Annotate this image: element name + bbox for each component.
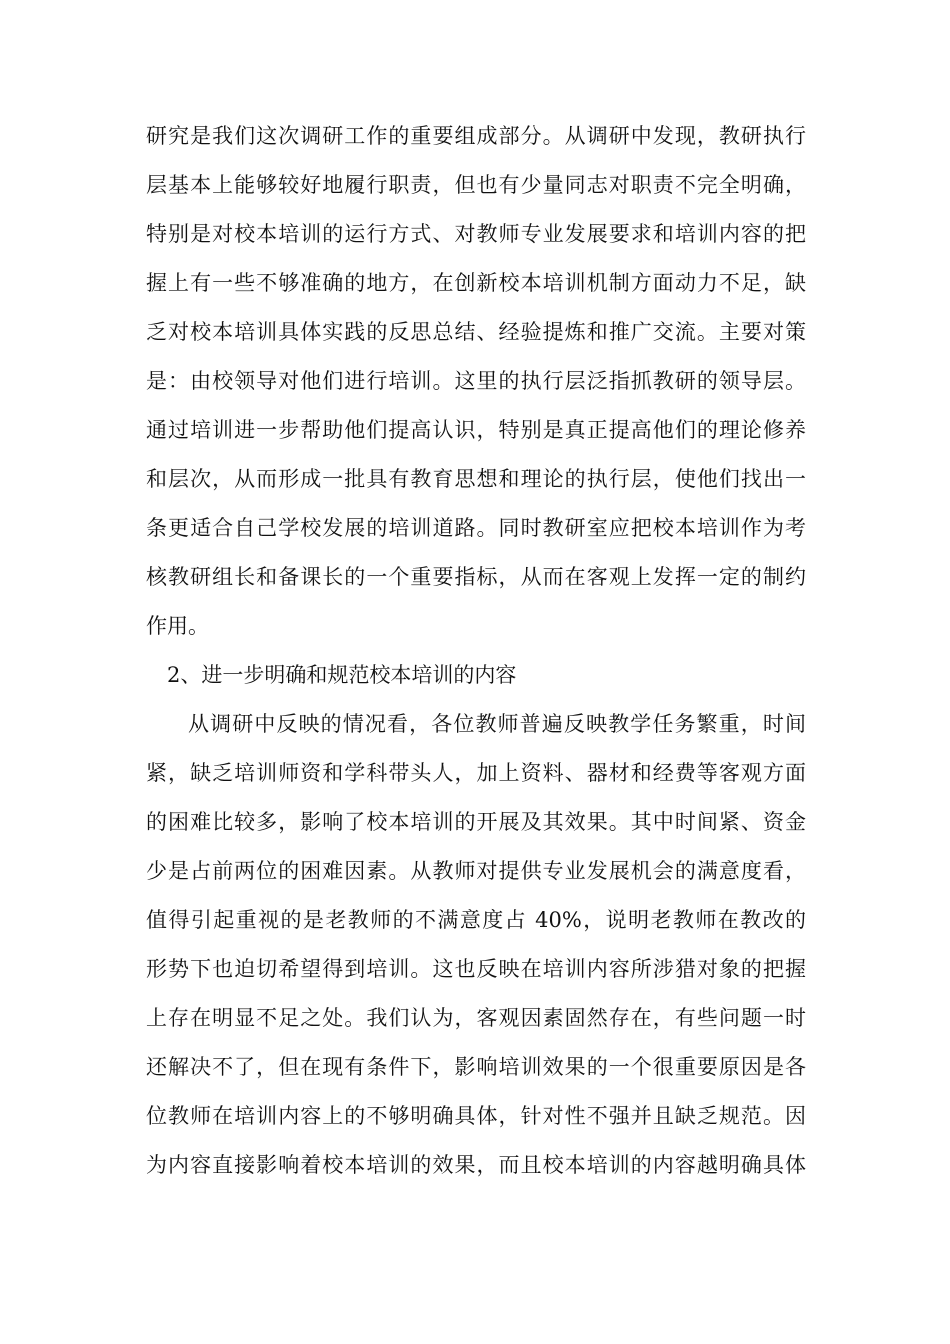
text-line: 条更适合自己学校发展的培训道路。同时教研室应把校本培训作为考 [146, 516, 806, 540]
text-line: 核教研组长和备课长的一个重要指标，从而在客观上发挥一定的制约 [146, 565, 806, 589]
text-line: 研究是我们这次调研工作的重要组成部分。从调研中发现，教研执行 [146, 124, 806, 148]
text-line: 为内容直接影响着校本培训的效果，而且校本培训的内容越明确具体 [146, 1153, 806, 1177]
text-line: 少是占前两位的困难因素。从教师对提供专业发展机会的满意度看， [146, 859, 806, 883]
heading-text: 2、进一步明确和规范校本培训的内容 [167, 663, 517, 687]
text-line: 的困难比较多，影响了校本培训的开展及其效果。其中时间紧、资金 [146, 810, 806, 834]
paragraph-training-content [146, 700, 806, 1190]
text-line: 从调研中反映的情况看，各位教师普遍反映教学任务繁重，时间 [188, 712, 806, 736]
text-line: 特别是对校本培训的运行方式、对教师专业发展要求和培训内容的把 [146, 222, 806, 246]
text-line: 值得引起重视的是老教师的不满意度占 40%，说明老教师在教改的 [146, 908, 806, 932]
text-line: 乏对校本培训具体实践的反思总结、经验提炼和推广交流。主要对策 [146, 320, 806, 344]
text-line: 上存在明显不足之处。我们认为，客观因素固然存在，有些问题一时 [146, 1006, 806, 1030]
text-line: 作用。 [146, 614, 209, 638]
document-page [146, 112, 806, 1190]
text-line: 和层次，从而形成一批具有教育思想和理论的执行层，使他们找出一 [146, 467, 806, 491]
text-line: 位教师在培训内容上的不够明确具体，针对性不强并且缺乏规范。因 [146, 1104, 806, 1128]
paragraph-execution-layer [146, 112, 806, 651]
text-line: 握上有一些不够准确的地方，在创新校本培训机制方面动力不足，缺 [146, 271, 806, 295]
text-line: 形势下也迫切希望得到培训。这也反映在培训内容所涉猎对象的把握 [146, 957, 806, 981]
section-heading [146, 651, 806, 700]
text-line: 是：由校领导对他们进行培训。这里的执行层泛指抓教研的领导层。 [146, 369, 806, 393]
text-line: 还解决不了，但在现有条件下，影响培训效果的一个很重要原因是各 [146, 1055, 806, 1079]
text-line: 紧，缺乏培训师资和学科带头人，加上资料、器材和经费等客观方面 [146, 761, 806, 785]
text-line: 层基本上能够较好地履行职责，但也有少量同志对职责不完全明确， [146, 173, 806, 197]
text-line: 通过培训进一步帮助他们提高认识，特别是真正提高他们的理论修养 [146, 418, 806, 442]
